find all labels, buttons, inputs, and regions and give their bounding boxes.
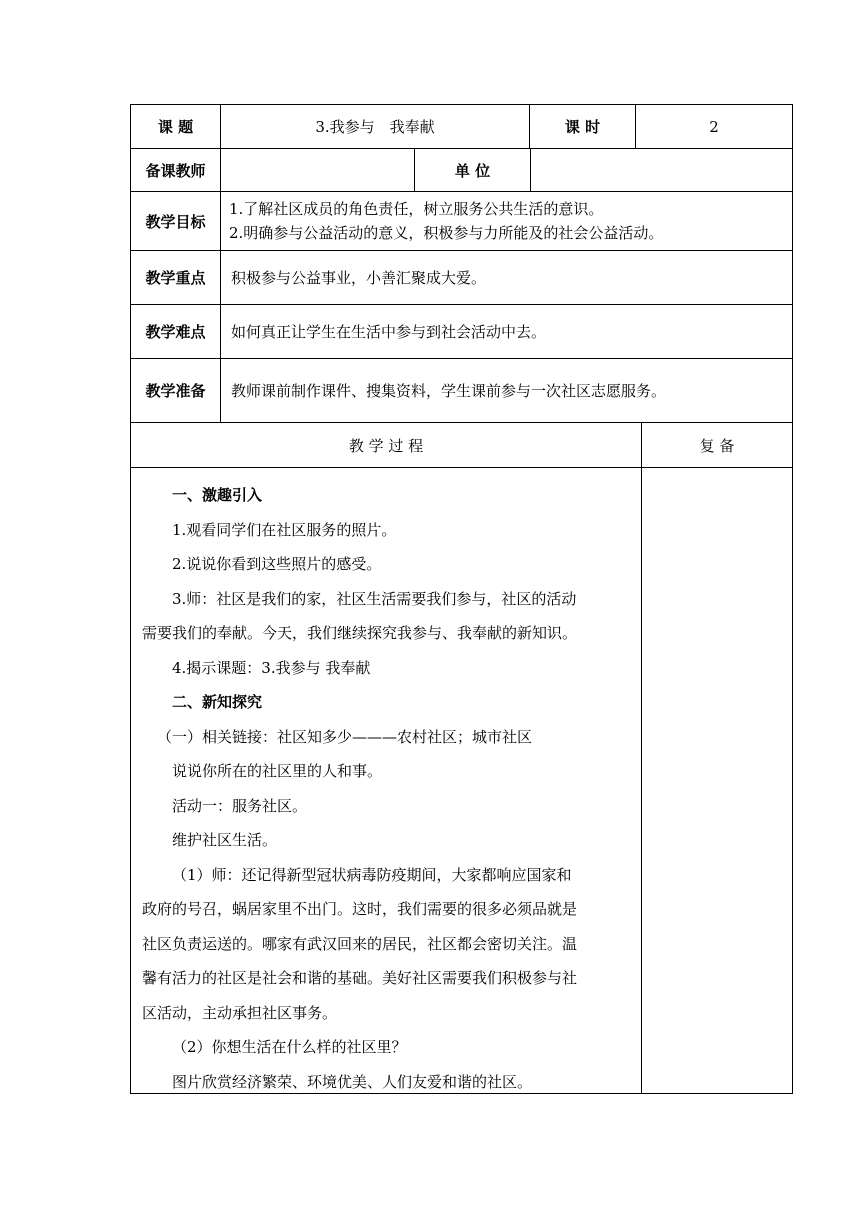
process-line: 图片欣赏经济繁荣、环境优美、人们友爱和谐的社区。 [172, 1072, 533, 1091]
teacher-label: 备课教师 [145, 161, 206, 180]
process-line: 区活动，主动承担社区事务。 [142, 1003, 338, 1022]
process-line: （2）你想生活在什么样的社区里？ [172, 1038, 407, 1056]
notes-header: 复 备 [699, 436, 735, 455]
hours-label: 课 时 [564, 118, 601, 136]
process-line: 说说你所在的社区里的人和事。 [172, 762, 383, 780]
table-border-right [792, 104, 793, 1094]
goals-label: 教学目标 [145, 212, 206, 231]
topic-label: 课 题 [157, 118, 194, 136]
key-value: 积极参与公益事业，小善汇聚成大爱。 [231, 269, 487, 287]
process-line: 政府的号召，蜗居家里不出门。这时，我们需要的很多必须品就是 [142, 900, 578, 918]
goal-line: 1.了解社区成员的角色责任，树立服务公共生活的意识。 [229, 200, 604, 218]
process-line: 4.揭示课题：3.我参与 我奉献 [172, 658, 371, 677]
process-line: 需要我们的奉献。今天，我们继续探究我参与、我奉献的新知识。 [142, 624, 578, 642]
process-line: （1）师：还记得新型冠状病毒防疫期间，大家都响应国家和 [172, 865, 572, 884]
goal-line: 2.明确参与公益活动的意义，积极参与力所能及的社会公益活动。 [229, 224, 664, 242]
process-line: （一）相关链接：社区知多少———农村社区；城市社区 [157, 727, 533, 746]
teacher-value [221, 149, 414, 191]
process-line: 1.观看同学们在社区服务的照片。 [172, 520, 397, 539]
process-line: 馨有活力的社区是社会和谐的基础。美好社区需要我们积极参与社 [142, 969, 578, 987]
topic-value: 3.我参与 我奉献 [315, 118, 435, 136]
process-line: 2.说说你看到这些照片的感受。 [172, 555, 382, 573]
unit-label: 单 位 [454, 161, 491, 180]
difficulty-value: 如何真正让学生在生活中参与到社会活动中去。 [231, 323, 547, 341]
prep-label: 教学准备 [145, 382, 206, 400]
section-heading: 一、激趣引入 [172, 486, 263, 504]
process-body [142, 478, 636, 1099]
col-divider [641, 422, 642, 1093]
key-label: 教学重点 [145, 269, 206, 287]
unit-value [531, 149, 792, 191]
difficulty-label: 教学难点 [145, 323, 206, 341]
process-line: 活动一：服务社区。 [172, 796, 308, 815]
process-header: 教 学 过 程 [348, 436, 424, 455]
hours-value: 2 [709, 117, 719, 136]
section-heading: 二、新知探究 [172, 693, 263, 711]
row-divider [130, 467, 793, 468]
process-line: 3.师：社区是我们的家，社区生活需要我们参与，社区的活动 [172, 589, 577, 608]
process-line: 社区负责运送的。哪家有武汉回来的居民，社区都会密切关注。温 [142, 934, 578, 953]
goals-value [221, 192, 792, 250]
prep-value: 教师课前制作课件、搜集资料，学生课前参与一次社区志愿服务。 [231, 382, 667, 400]
process-line: 维护社区生活。 [172, 831, 278, 849]
